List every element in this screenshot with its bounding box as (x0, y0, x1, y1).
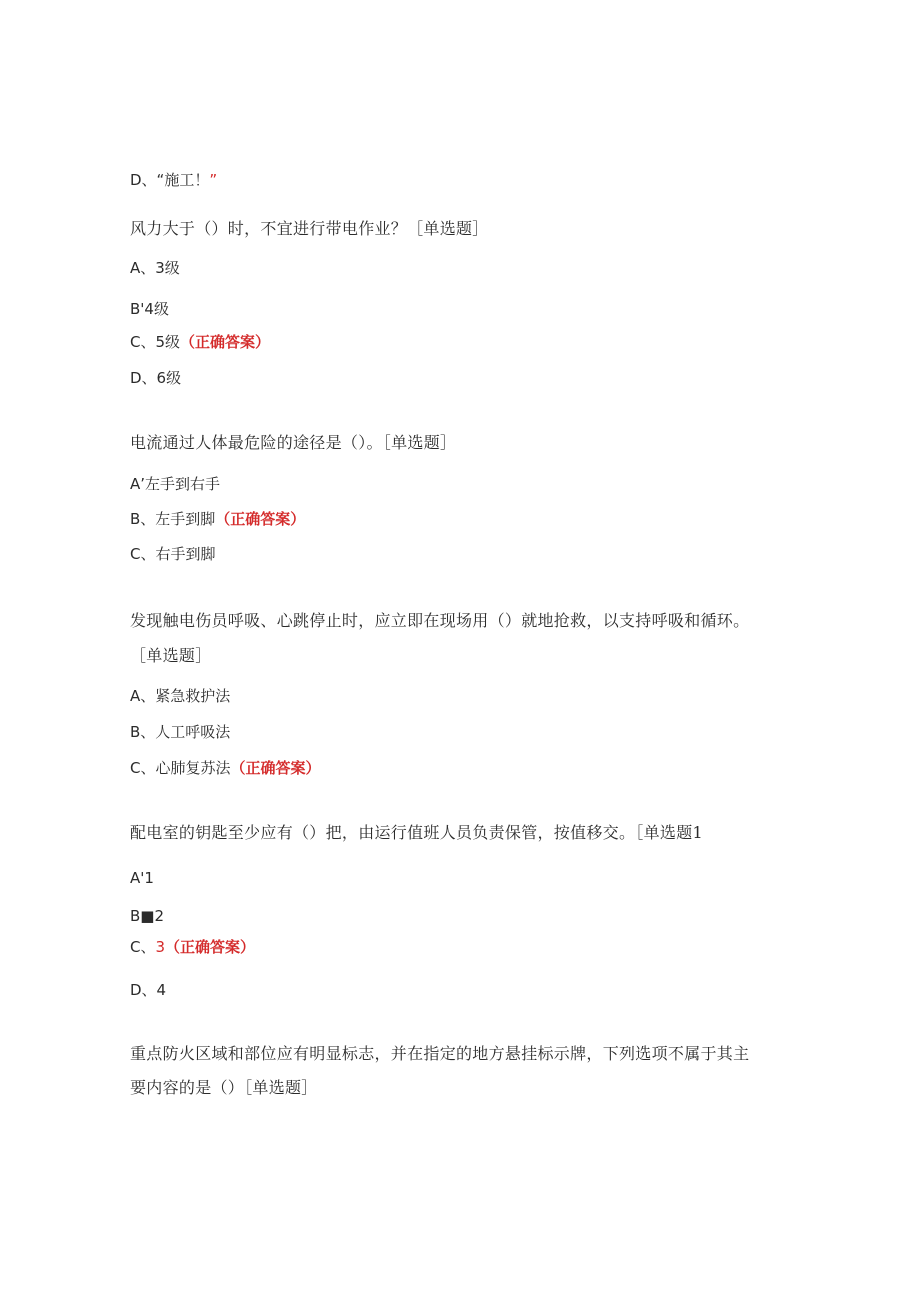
q5-stem-line2: 要内容的是（）［单选题］ (130, 1078, 318, 1097)
q3-option-c-text: C、心肺复苏法 (130, 759, 231, 777)
q4-option-a[interactable]: A'1 (130, 869, 154, 887)
q3-correct-answer-tag: （正确答案） (230, 759, 321, 777)
q4-option-c-value: 3 (155, 938, 166, 956)
q4-correct-answer-tag: （正确答案） (165, 938, 256, 956)
q2-option-b-text: B、左手到脚 (130, 510, 216, 528)
q1-option-a[interactable]: A、3级 (130, 259, 180, 277)
q1-option-c-text: C、5级 (130, 333, 181, 351)
q1-correct-answer-tag: （正确答案） (180, 333, 271, 351)
q1-stem: 风力大于（）时，不宜进行带电作业？［单选题］ (130, 219, 489, 238)
q0-option-d-text: D、“施工！ (130, 171, 210, 189)
q3-option-c[interactable] (130, 758, 321, 778)
q2-stem: 电流通过人体最危险的途径是（）。［单选题］ (130, 433, 457, 452)
q0-option-d-mark: ” (209, 171, 218, 189)
q5-stem-line1: 重点防火区域和部位应有明显标志，并在指定的地方悬挂标示牌，下列选项不属于其主 (130, 1044, 750, 1063)
q1-option-b[interactable]: B'4级 (130, 300, 169, 318)
q2-option-a[interactable]: A’左手到右手 (130, 475, 221, 493)
q3-option-b[interactable]: B、人工呼吸法 (130, 723, 231, 741)
q4-option-b[interactable]: B■2 (130, 907, 165, 925)
q4-option-c[interactable] (130, 937, 255, 957)
q4-option-d[interactable]: D、4 (130, 981, 167, 999)
q1-option-d[interactable]: D、6级 (130, 369, 182, 387)
q0-option-d[interactable] (130, 170, 217, 190)
q2-option-c[interactable]: C、右手到脚 (130, 545, 216, 563)
q2-correct-answer-tag: （正确答案） (215, 510, 306, 528)
q3-stem-line2: ［单选题］ (130, 646, 212, 665)
q2-option-b[interactable] (130, 509, 305, 529)
q4-option-c-prefix: C、 (130, 938, 156, 956)
q3-option-a[interactable]: A、紧急救护法 (130, 687, 231, 705)
q3-stem-line1: 发现触电伤员呼吸、心跳停止时，应立即在现场用（）就地抢救，以支持呼吸和循环。 (130, 611, 750, 630)
q1-option-c[interactable] (130, 332, 270, 352)
q4-stem: 配电室的钥匙至少应有（）把，由运行值班人员负责保管，按值移交。［单选题1 (130, 823, 703, 842)
